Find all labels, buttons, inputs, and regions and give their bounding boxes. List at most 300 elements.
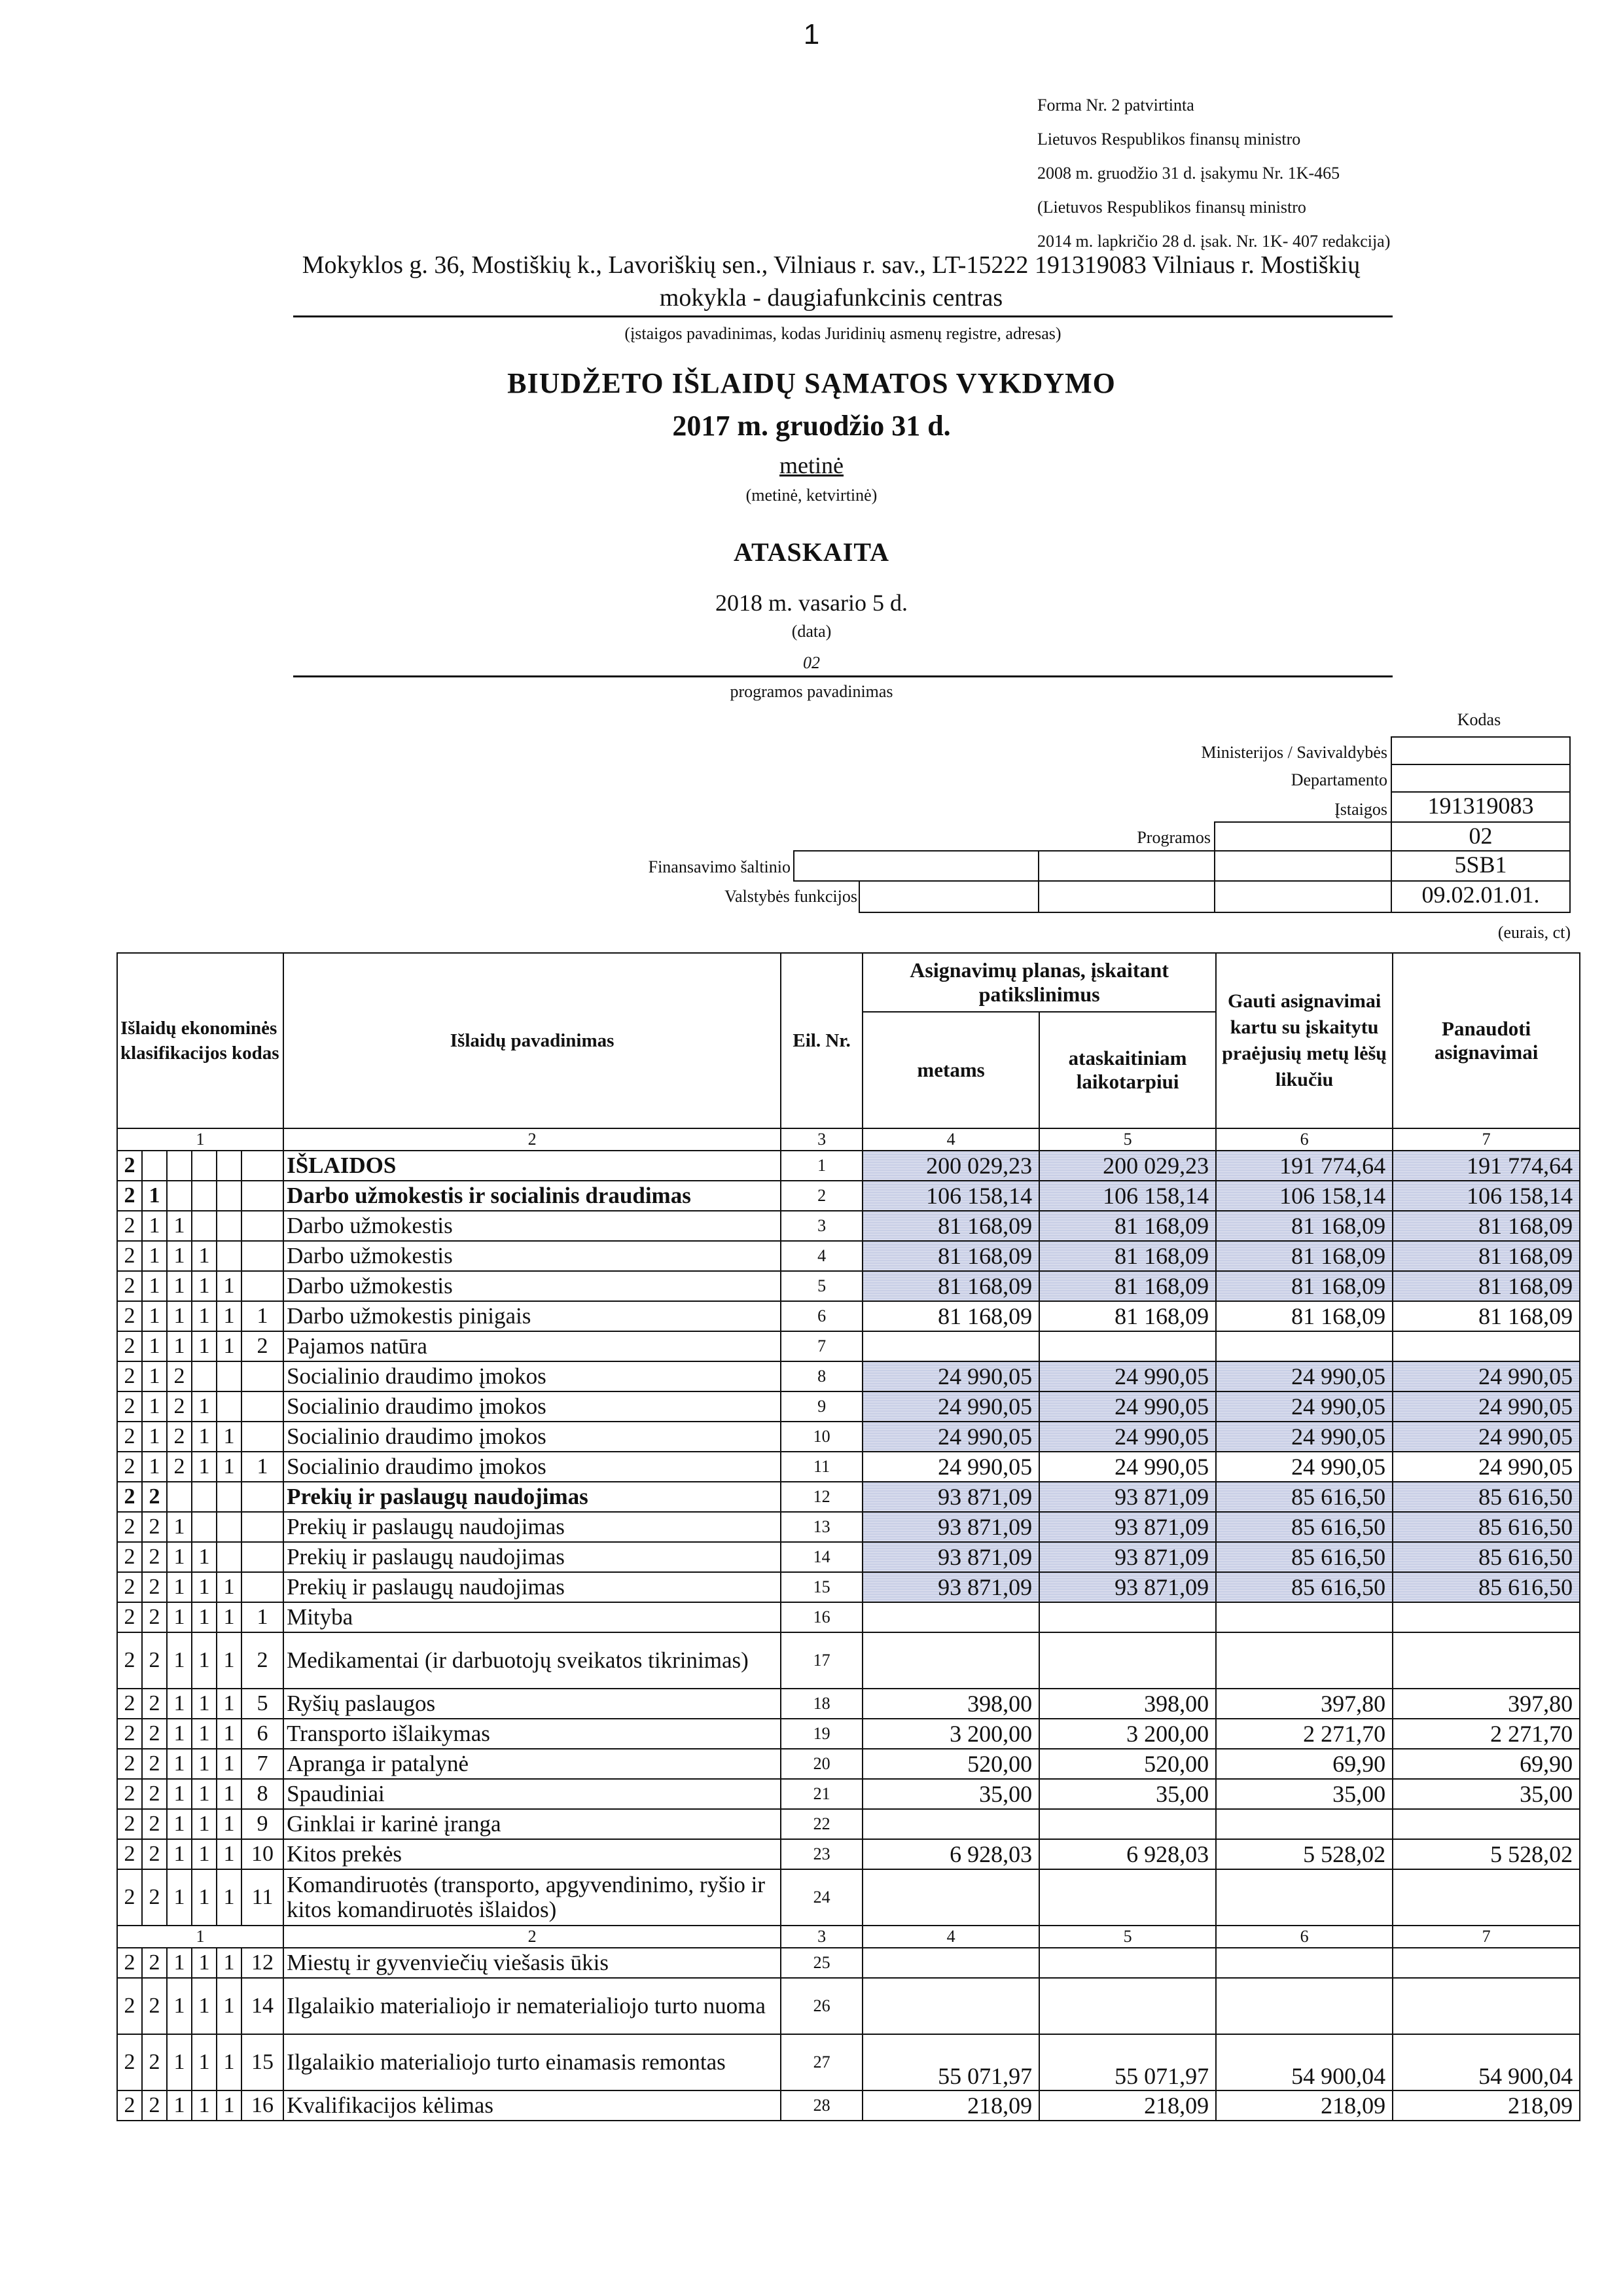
code-digit: 2: [142, 1602, 167, 1632]
form-approval-note: [1037, 88, 1390, 259]
received-value: [1216, 1331, 1393, 1361]
header-eil: Eil. Nr.: [781, 953, 863, 1128]
table-row: [117, 1331, 1580, 1361]
ministry-code-box: [1391, 736, 1571, 765]
code-digit: 1: [192, 1602, 217, 1632]
used-value: 81 168,09: [1393, 1301, 1580, 1331]
received-value: [1216, 1632, 1393, 1689]
expense-name: Darbo užmokestis ir socialinis draudimas: [283, 1181, 781, 1211]
code-digit: 1: [241, 1452, 283, 1482]
code-digit: 6: [241, 1719, 283, 1749]
code-digit: 2: [142, 1839, 167, 1869]
row-number: 10: [781, 1422, 863, 1452]
plan-period-value: [1039, 1869, 1216, 1926]
table-row: [117, 1809, 1580, 1839]
table-row: [117, 1779, 1580, 1809]
plan-year-value: 81 168,09: [863, 1271, 1039, 1301]
plan-period-value: 93 871,09: [1039, 1572, 1216, 1602]
plan-year-value: 520,00: [863, 1749, 1039, 1779]
form-note-line: (Lietuvos Respublikos finansų ministro: [1037, 198, 1306, 217]
plan-year-value: 93 871,09: [863, 1542, 1039, 1572]
code-digit: 1: [142, 1331, 167, 1361]
code-digit: 7: [241, 1749, 283, 1779]
code-digit: 1: [192, 1839, 217, 1869]
code-digit: 2: [117, 2034, 142, 2090]
used-value: [1393, 1978, 1580, 2034]
row-number: 3: [781, 1211, 863, 1241]
received-value: 85 616,50: [1216, 1512, 1393, 1542]
code-digit: 1: [217, 1809, 241, 1839]
used-value: 2 271,70: [1393, 1719, 1580, 1749]
code-digit: 1: [167, 1602, 192, 1632]
received-value: 397,80: [1216, 1689, 1393, 1719]
code-digit: [241, 1241, 283, 1271]
plan-year-value: 24 990,05: [863, 1361, 1039, 1391]
code-digit: 1: [192, 1422, 217, 1452]
row-number: 23: [781, 1839, 863, 1869]
code-digit: 2: [142, 2034, 167, 2090]
code-digit: 1: [142, 1452, 167, 1482]
code-digit: [217, 1542, 241, 1572]
received-value: 24 990,05: [1216, 1361, 1393, 1391]
code-digit: 2: [117, 1331, 142, 1361]
code-digit: 2: [117, 1839, 142, 1869]
table-row: [117, 2090, 1580, 2121]
code-digit: [241, 1542, 283, 1572]
row-number: 15: [781, 1572, 863, 1602]
plan-period-value: 106 158,14: [1039, 1181, 1216, 1211]
plan-year-value: [863, 1632, 1039, 1689]
table-row: [117, 1978, 1580, 2034]
expense-name: Ryšių paslaugos: [283, 1689, 781, 1719]
code-digit: [241, 1422, 283, 1452]
code-digit: 1: [192, 1542, 217, 1572]
colnum: 2: [283, 1926, 781, 1948]
code-digit: 1: [142, 1271, 167, 1301]
code-digit: 2: [167, 1452, 192, 1482]
row-number: 14: [781, 1542, 863, 1572]
plan-year-value: [863, 1809, 1039, 1839]
colnum: 3: [781, 1926, 863, 1948]
plan-period-value: 24 990,05: [1039, 1391, 1216, 1422]
code-digit: 1: [167, 1211, 192, 1241]
code-digit: 1: [217, 1301, 241, 1331]
used-value: 81 168,09: [1393, 1241, 1580, 1271]
row-number: 28: [781, 2090, 863, 2121]
received-value: 69,90: [1216, 1749, 1393, 1779]
code-digit: 1: [192, 1948, 217, 1978]
code-digit: 1: [167, 1869, 192, 1926]
colnum: 3: [781, 1128, 863, 1151]
code-digit: 1: [192, 1331, 217, 1361]
code-digit: 1: [167, 1948, 192, 1978]
institution-line-1: Mokyklos g. 36, Mostiškių k., Lavoriškių sen., Vilniaus r. sav., LT-15222 191319083 Vilniaus r. Mostiškių: [302, 251, 1361, 279]
institution-code-box: 191319083: [1391, 791, 1571, 823]
code-digit: 1: [192, 1241, 217, 1271]
used-value: 54 900,04: [1393, 2034, 1580, 2090]
received-value: 85 616,50: [1216, 1572, 1393, 1602]
table-row: [117, 1452, 1580, 1482]
used-value: 85 616,50: [1393, 1542, 1580, 1572]
code-digit: 2: [117, 1572, 142, 1602]
row-number: 27: [781, 2034, 863, 2090]
code-digit: 1: [192, 1978, 217, 2034]
plan-year-value: 24 990,05: [863, 1422, 1039, 1452]
plan-period-value: 6 928,03: [1039, 1839, 1216, 1869]
plan-period-value: 93 871,09: [1039, 1482, 1216, 1512]
used-value: 81 168,09: [1393, 1211, 1580, 1241]
received-value: 2 271,70: [1216, 1719, 1393, 1749]
received-value: 5 528,02: [1216, 1839, 1393, 1869]
code-digit: 2: [117, 1542, 142, 1572]
row-number: 2: [781, 1181, 863, 1211]
program-code-box: 02: [1391, 821, 1571, 852]
page-number: 1: [803, 18, 820, 50]
function-code-spacer: [1214, 880, 1392, 913]
header-year: metams: [863, 1012, 1039, 1128]
code-digit: [241, 1572, 283, 1602]
table-row: [117, 1719, 1580, 1749]
code-digit: 1: [217, 1331, 241, 1361]
plan-year-value: [863, 1602, 1039, 1632]
table-row: [117, 1241, 1580, 1271]
code-digit: [217, 1512, 241, 1542]
code-digit: 1: [217, 1572, 241, 1602]
table-row: [117, 1422, 1580, 1452]
code-digit: 1: [217, 1978, 241, 2034]
table-row: [117, 1542, 1580, 1572]
code-digit: [167, 1181, 192, 1211]
plan-year-value: 398,00: [863, 1689, 1039, 1719]
code-digit: 2: [117, 1719, 142, 1749]
received-value: 218,09: [1216, 2090, 1393, 2121]
code-digit: 1: [192, 1689, 217, 1719]
code-digit: 2: [142, 1779, 167, 1809]
received-value: 81 168,09: [1216, 1301, 1393, 1331]
used-value: 191 774,64: [1393, 1151, 1580, 1181]
code-digit: 2: [167, 1391, 192, 1422]
code-digit: 1: [142, 1391, 167, 1422]
code-digit: 11: [241, 1869, 283, 1926]
code-digit: 1: [217, 1689, 241, 1719]
code-digit: 1: [217, 2090, 241, 2121]
plan-year-value: 81 168,09: [863, 1241, 1039, 1271]
expense-name: Medikamentai (ir darbuotojų sveikatos tikrinimas): [283, 1632, 781, 1689]
code-digit: 1: [241, 1602, 283, 1632]
received-value: 24 990,05: [1216, 1391, 1393, 1422]
institution-label: Įstaigos: [1334, 800, 1387, 819]
code-digit: 1: [217, 1452, 241, 1482]
code-digit: 2: [117, 1809, 142, 1839]
code-digit: 2: [117, 1689, 142, 1719]
code-digit: 2: [142, 1542, 167, 1572]
code-digit: 2: [241, 1331, 283, 1361]
function-code-box: 09.02.01.01.: [1391, 880, 1571, 913]
code-digit: 2: [142, 2090, 167, 2121]
table-row: [117, 1391, 1580, 1422]
source-code-box: 5SB1: [1391, 850, 1571, 882]
ministry-label: Ministerijos / Savivaldybės: [1201, 743, 1387, 762]
document-title: BIUDŽETO IŠLAIDŲ SĄMATOS VYKDYMO: [507, 367, 1116, 399]
code-digit: 2: [117, 1211, 142, 1241]
report-date-caption: (data): [791, 622, 832, 641]
colnum: 6: [1216, 1128, 1393, 1151]
code-digit: 2: [117, 1978, 142, 2034]
code-digit: 1: [192, 1749, 217, 1779]
plan-year-value: 55 071,97: [863, 2034, 1039, 2090]
row-number: 13: [781, 1512, 863, 1542]
code-digit: [192, 1151, 217, 1181]
currency-note: (eurais, ct): [1497, 923, 1571, 942]
code-digit: 14: [241, 1978, 283, 2034]
received-value: 85 616,50: [1216, 1482, 1393, 1512]
header-received: Gauti asignavimai kartu su įskaitytu praėjusių metų lėšų likučiu: [1216, 953, 1393, 1128]
code-digit: 2: [167, 1361, 192, 1391]
code-digit: 8: [241, 1779, 283, 1809]
plan-period-value: 35,00: [1039, 1779, 1216, 1809]
code-digit: 1: [167, 1978, 192, 2034]
code-digit: 1: [167, 1839, 192, 1869]
row-number: 25: [781, 1948, 863, 1978]
code-digit: [142, 1151, 167, 1181]
code-digit: 2: [117, 1452, 142, 1482]
plan-year-value: 24 990,05: [863, 1452, 1039, 1482]
expense-name: Ilgalaikio materialiojo turto einamasis remontas: [283, 2034, 781, 2090]
code-digit: 1: [217, 1839, 241, 1869]
code-digit: [217, 1211, 241, 1241]
plan-year-value: 24 990,05: [863, 1391, 1039, 1422]
code-digit: 2: [117, 1948, 142, 1978]
table-row: [117, 1572, 1580, 1602]
plan-year-value: 81 168,09: [863, 1211, 1039, 1241]
used-value: 218,09: [1393, 2090, 1580, 2121]
expense-name: Ginklai ir karinė įranga: [283, 1809, 781, 1839]
received-value: 81 168,09: [1216, 1211, 1393, 1241]
code-digit: 1: [217, 1869, 241, 1926]
code-digit: 2: [117, 1779, 142, 1809]
expense-name: Kvalifikacijos kėlimas: [283, 2090, 781, 2121]
received-value: 191 774,64: [1216, 1151, 1393, 1181]
code-digit: 1: [167, 1689, 192, 1719]
code-digit: [241, 1211, 283, 1241]
row-number: 12: [781, 1482, 863, 1512]
plan-year-value: 35,00: [863, 1779, 1039, 1809]
code-digit: [167, 1151, 192, 1181]
code-digit: 1: [217, 1749, 241, 1779]
code-digit: 1: [167, 1809, 192, 1839]
divider: [293, 315, 1393, 317]
header-used: Panaudoti asignavimai: [1393, 953, 1580, 1128]
code-digit: 1: [167, 1779, 192, 1809]
used-value: [1393, 1869, 1580, 1926]
row-number: 16: [781, 1602, 863, 1632]
row-number: 19: [781, 1719, 863, 1749]
code-digit: 2: [117, 1632, 142, 1689]
form-note-line: 2014 m. lapkričio 28 d. įsak. Nr. 1K- 407 redakcija): [1037, 232, 1391, 251]
table-row: [117, 1632, 1580, 1689]
received-value: [1216, 1948, 1393, 1978]
used-value: [1393, 1331, 1580, 1361]
code-digit: 2: [117, 1602, 142, 1632]
plan-year-value: 106 158,14: [863, 1181, 1039, 1211]
plan-period-value: [1039, 1632, 1216, 1689]
colnum: 5: [1039, 1128, 1216, 1151]
expense-name: Socialinio draudimo įmokos: [283, 1452, 781, 1482]
plan-period-value: 218,09: [1039, 2090, 1216, 2121]
table-row: [117, 1689, 1580, 1719]
report-heading: ATASKAITA: [734, 537, 889, 567]
form-note-line: 2008 m. gruodžio 31 d. įsakymu Nr. 1K-465: [1037, 164, 1340, 183]
program-code-spacer: [1214, 821, 1392, 852]
source-code-spacer: [793, 850, 1039, 882]
used-value: [1393, 1948, 1580, 1978]
code-digit: 1: [167, 2090, 192, 2121]
row-number: 11: [781, 1452, 863, 1482]
code-digit: [217, 1151, 241, 1181]
code-digit: 2: [117, 2090, 142, 2121]
code-digit: [192, 1361, 217, 1391]
code-digit: 1: [167, 1719, 192, 1749]
code-digit: 2: [117, 1361, 142, 1391]
expense-name: Miestų ir gyvenviečių viešasis ūkis: [283, 1948, 781, 1978]
program-label: Programos: [1137, 828, 1211, 847]
plan-period-value: 81 168,09: [1039, 1271, 1216, 1301]
table-row: [117, 1512, 1580, 1542]
expense-name: Spaudiniai: [283, 1779, 781, 1809]
institution-block: [249, 249, 1414, 314]
plan-year-value: 93 871,09: [863, 1482, 1039, 1512]
plan-period-value: 520,00: [1039, 1749, 1216, 1779]
colnum: 7: [1393, 1128, 1580, 1151]
source-label: Finansavimo šaltinio: [648, 857, 791, 876]
code-digit: 1: [217, 1632, 241, 1689]
program-caption: programos pavadinimas: [730, 682, 893, 701]
table-row: [117, 1482, 1580, 1512]
code-digit: 1: [142, 1361, 167, 1391]
divider: [293, 675, 1393, 677]
codes-header: Kodas: [1457, 710, 1501, 729]
document-date-line: 2017 m. gruodžio 31 d.: [672, 410, 951, 442]
expense-name: Prekių ir paslaugų naudojimas: [283, 1542, 781, 1572]
row-number: 21: [781, 1779, 863, 1809]
expense-name: Prekių ir paslaugų naudojimas: [283, 1572, 781, 1602]
plan-period-value: 398,00: [1039, 1689, 1216, 1719]
colnum: 2: [283, 1128, 781, 1151]
code-digit: 12: [241, 1948, 283, 1978]
code-digit: 1: [167, 1331, 192, 1361]
used-value: 24 990,05: [1393, 1422, 1580, 1452]
colnum: 1: [117, 1128, 283, 1151]
header-name: Išlaidų pavadinimas: [283, 953, 781, 1128]
code-digit: 2: [142, 1809, 167, 1839]
period-type: metinė: [779, 452, 844, 478]
received-value: 24 990,05: [1216, 1452, 1393, 1482]
code-digit: [167, 1482, 192, 1512]
code-digit: [192, 1512, 217, 1542]
code-digit: 1: [142, 1422, 167, 1452]
code-digit: 2: [117, 1749, 142, 1779]
received-value: 81 168,09: [1216, 1271, 1393, 1301]
plan-year-value: 93 871,09: [863, 1512, 1039, 1542]
used-value: 35,00: [1393, 1779, 1580, 1809]
code-digit: 1: [217, 1271, 241, 1301]
code-digit: [217, 1482, 241, 1512]
received-value: 85 616,50: [1216, 1542, 1393, 1572]
code-digit: 1: [167, 1542, 192, 1572]
expense-name: Ilgalaikio materialiojo ir nematerialiojo turto nuoma: [283, 1978, 781, 2034]
plan-period-value: [1039, 1948, 1216, 1978]
department-code-box: [1391, 764, 1571, 793]
institution-caption: (įstaigos pavadinimas, kodas Juridinių asmenų registre, adresas): [624, 324, 1061, 343]
code-digit: 1: [167, 1572, 192, 1602]
header-code: Išlaidų ekonominės klasifikacijos kodas: [117, 953, 283, 1128]
plan-year-value: [863, 1978, 1039, 2034]
plan-period-value: [1039, 1809, 1216, 1839]
row-number: 22: [781, 1809, 863, 1839]
form-note-line: Lietuvos Respublikos finansų ministro: [1037, 130, 1301, 149]
code-digit: [217, 1391, 241, 1422]
column-number-row: [117, 1926, 1580, 1948]
used-value: 5 528,02: [1393, 1839, 1580, 1869]
used-value: 24 990,05: [1393, 1391, 1580, 1422]
code-digit: 1: [192, 1271, 217, 1301]
colnum: 4: [863, 1128, 1039, 1151]
plan-period-value: 81 168,09: [1039, 1241, 1216, 1271]
row-number: 4: [781, 1241, 863, 1271]
table-row: [117, 1271, 1580, 1301]
row-number: 26: [781, 1978, 863, 2034]
code-digit: 1: [142, 1181, 167, 1211]
code-digit: 1: [217, 1779, 241, 1809]
code-digit: 2: [142, 1572, 167, 1602]
expense-name: Socialinio draudimo įmokos: [283, 1391, 781, 1422]
code-digit: 1: [192, 1719, 217, 1749]
expense-name: Socialinio draudimo įmokos: [283, 1422, 781, 1452]
code-digit: [241, 1482, 283, 1512]
code-digit: [192, 1211, 217, 1241]
used-value: 397,80: [1393, 1689, 1580, 1719]
code-digit: 1: [167, 1301, 192, 1331]
expense-name: Komandiruotės (transporto, apgyvendinimo, ryšio ir kitos komandiruotės išlaidos): [283, 1869, 781, 1926]
code-digit: 1: [217, 2034, 241, 2090]
used-value: 85 616,50: [1393, 1572, 1580, 1602]
code-digit: 1: [192, 1809, 217, 1839]
expense-name: Transporto išlaikymas: [283, 1719, 781, 1749]
function-code-spacer: [859, 880, 1039, 913]
code-digit: [192, 1181, 217, 1211]
code-digit: [241, 1512, 283, 1542]
row-number: 17: [781, 1632, 863, 1689]
colnum: 1: [117, 1926, 283, 1948]
code-digit: 2: [117, 1271, 142, 1301]
code-digit: [217, 1241, 241, 1271]
code-digit: 1: [217, 1948, 241, 1978]
code-digit: 2: [167, 1422, 192, 1452]
expenditure-table: [116, 952, 1580, 2121]
header-plan: Asignavimų planas, įskaitant patikslinimus: [863, 953, 1216, 1012]
code-digit: 1: [192, 2034, 217, 2090]
code-digit: 1: [167, 1632, 192, 1689]
function-label: Valstybės funkcijos: [724, 887, 857, 906]
code-digit: 1: [192, 1572, 217, 1602]
used-value: 85 616,50: [1393, 1512, 1580, 1542]
plan-period-value: [1039, 1978, 1216, 2034]
code-digit: [241, 1151, 283, 1181]
table-row: [117, 1301, 1580, 1331]
used-value: [1393, 1809, 1580, 1839]
plan-year-value: 218,09: [863, 2090, 1039, 2121]
code-digit: 1: [167, 1749, 192, 1779]
